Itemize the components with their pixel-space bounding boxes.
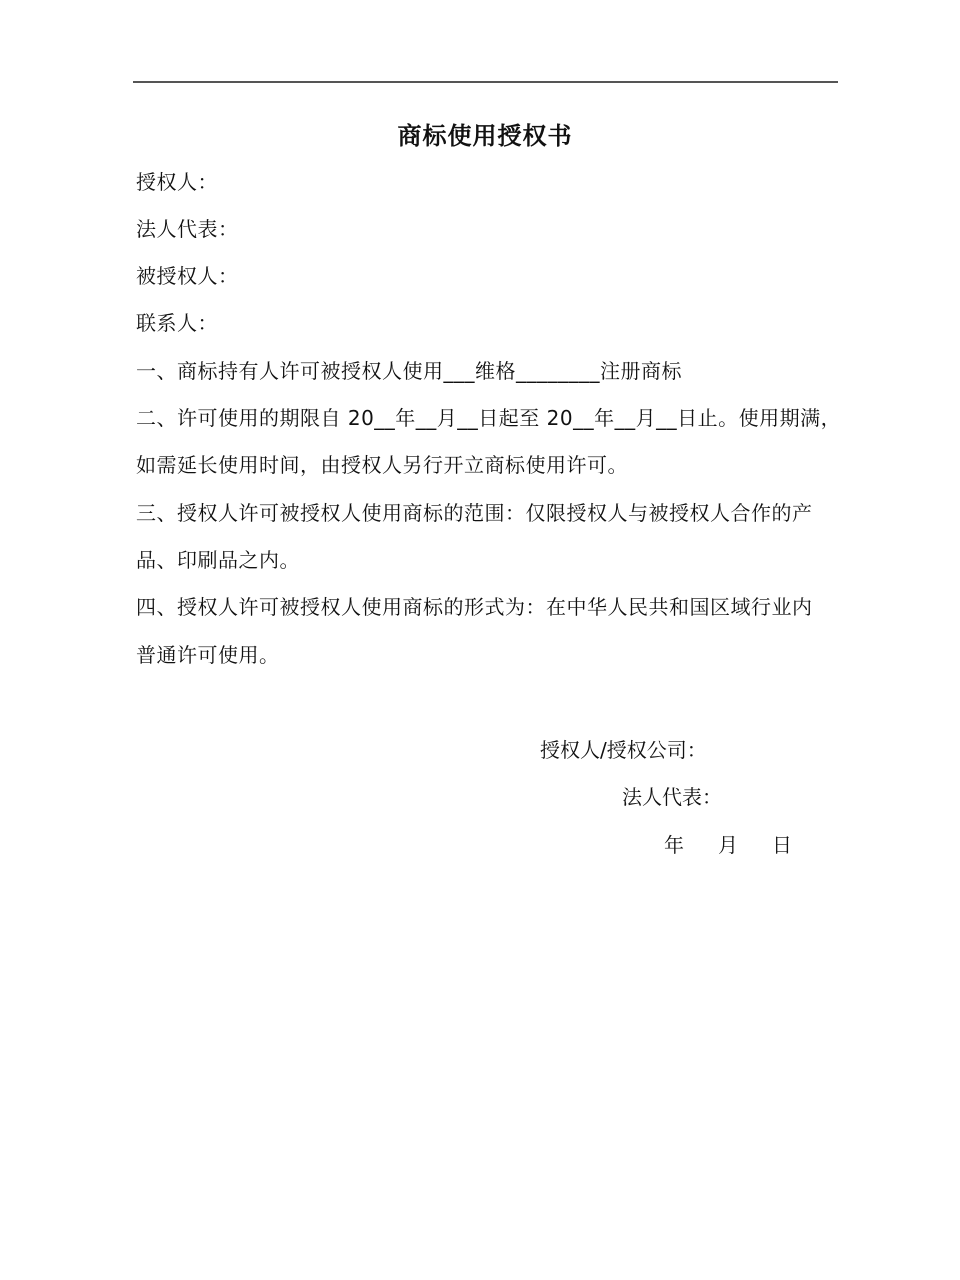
signature-company: 授权人/授权公司： <box>540 738 707 762</box>
licensor-field: 授权人： <box>136 170 218 194</box>
signature-year: 年 <box>664 833 684 857</box>
clause-1 <box>136 357 682 385</box>
licensee-field: 被授权人： <box>136 264 239 288</box>
clause-1-suffix: 注册商标 <box>600 359 682 383</box>
contact-field: 联系人： <box>136 311 218 335</box>
clause-4-line-2: 普通许可使用。 <box>136 643 280 667</box>
clause-2-line-1: 二、许可使用的期限自 20__年__月__日起至 20__年__月__日止。使用期满， <box>136 406 842 430</box>
clause-1-trademark: ___维格________ <box>443 359 600 383</box>
clause-3-line-1: 三、授权人许可被授权人使用商标的范围：仅限授权人与被授权人合作的产 <box>136 501 813 525</box>
document-title: 商标使用授权书 <box>397 122 573 150</box>
signature-month: 月 <box>718 833 738 857</box>
top-divider <box>133 81 838 83</box>
clause-4-line-1: 四、授权人许可被授权人使用商标的形式为：在中华人民共和国区域行业内 <box>136 595 813 619</box>
signature-legal-rep: 法人代表： <box>622 785 722 809</box>
clause-2-line-2: 如需延长使用时间，由授权人另行开立商标使用许可。 <box>136 453 628 477</box>
clause-3-line-2: 品、印刷品之内。 <box>136 548 300 572</box>
legal-rep-field: 法人代表： <box>136 217 239 241</box>
signature-day: 日 <box>772 833 792 857</box>
clause-1-prefix: 一、商标持有人许可被授权人使用 <box>136 359 444 383</box>
